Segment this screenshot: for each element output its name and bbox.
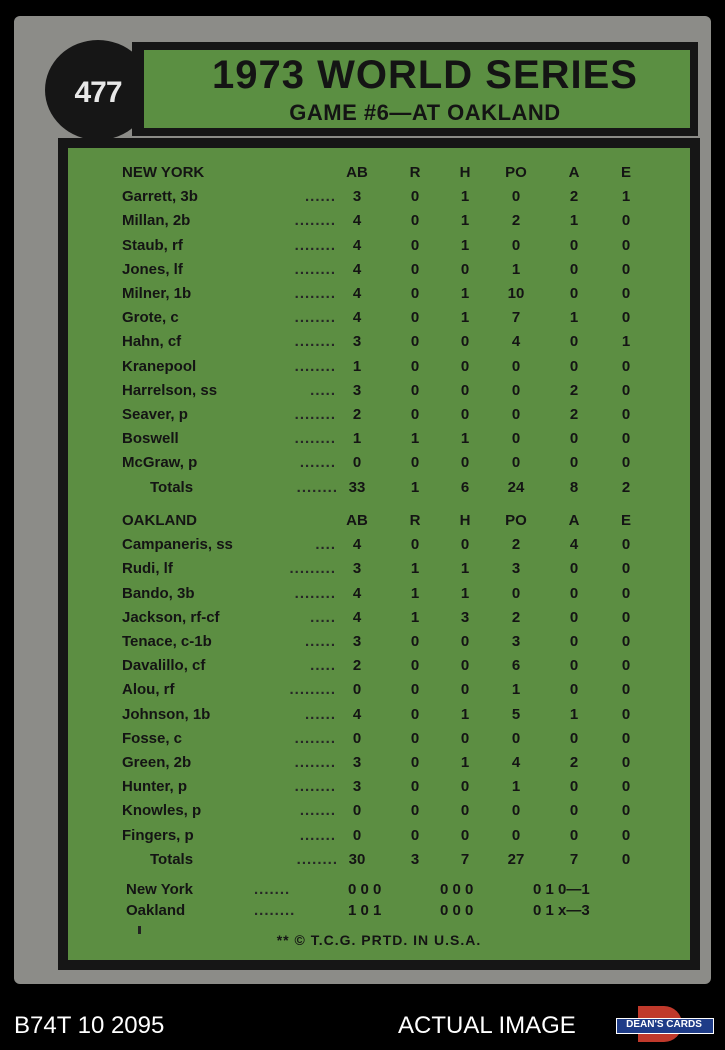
stat-e: 0 bbox=[621, 406, 631, 423]
column-header-ab: AB bbox=[346, 164, 368, 181]
player-row bbox=[68, 654, 690, 678]
player-name: Knowles, p bbox=[122, 802, 202, 820]
stat-h: 0 bbox=[460, 681, 470, 699]
stat-ab: 4 bbox=[352, 236, 362, 254]
stat-po: 0 bbox=[511, 729, 521, 747]
column-header-po: PO bbox=[505, 164, 527, 181]
column-header-e: E bbox=[620, 164, 631, 181]
total-ab: 30 bbox=[348, 850, 366, 868]
leader-dots: ........ bbox=[294, 729, 336, 747]
stat-ab: 0 bbox=[352, 802, 362, 820]
player-row bbox=[68, 582, 690, 606]
stat-po: 0 bbox=[511, 584, 521, 602]
stat-a: 2 bbox=[569, 754, 579, 771]
leader-dots: ......... bbox=[289, 560, 336, 578]
stat-ab: 3 bbox=[352, 381, 362, 399]
totals-label: Totals bbox=[150, 478, 194, 496]
stat-a: 2 bbox=[569, 381, 579, 399]
stat-ab: 4 bbox=[352, 705, 362, 723]
stat-a: 1 bbox=[569, 212, 579, 230]
stat-po: 10 bbox=[507, 285, 525, 302]
leader-dots: ........ bbox=[294, 584, 336, 602]
player-row bbox=[68, 533, 690, 557]
leader-dots: ..... bbox=[310, 381, 336, 399]
stat-ab: 3 bbox=[352, 188, 362, 206]
stat-a: 0 bbox=[569, 778, 579, 796]
stat-a: 0 bbox=[569, 357, 579, 375]
stat-e: 0 bbox=[621, 826, 631, 844]
player-name: Kranepool bbox=[122, 357, 197, 375]
stat-a: 0 bbox=[569, 633, 579, 650]
team-name: OAKLAND bbox=[122, 512, 197, 529]
stat-po: 0 bbox=[511, 357, 521, 375]
stat-ab: 2 bbox=[352, 657, 362, 675]
player-row bbox=[68, 306, 690, 330]
deans-cards-logo bbox=[616, 1006, 712, 1042]
stat-h: 1 bbox=[460, 754, 470, 771]
oakland-header-row bbox=[68, 509, 690, 533]
stat-ab: 0 bbox=[352, 454, 362, 472]
stat-r: 0 bbox=[410, 188, 420, 206]
leader-dots: ...... bbox=[304, 633, 336, 650]
card-blemish bbox=[138, 926, 141, 934]
stat-po: 3 bbox=[511, 633, 521, 650]
leader-dots: ....... bbox=[254, 881, 291, 898]
stat-po: 2 bbox=[511, 608, 521, 626]
stat-po: 1 bbox=[511, 260, 521, 278]
stat-ab: 1 bbox=[352, 357, 362, 375]
stat-r: 0 bbox=[410, 536, 420, 554]
stat-h: 0 bbox=[460, 826, 470, 844]
team-name: NEW YORK bbox=[122, 164, 205, 181]
stat-r: 1 bbox=[410, 608, 420, 626]
stat-po: 0 bbox=[511, 802, 521, 820]
player-row bbox=[68, 703, 690, 727]
inventory-id: B74T 10 2095 bbox=[14, 1012, 165, 1039]
box-score-panel bbox=[58, 138, 700, 970]
stat-po: 0 bbox=[511, 430, 521, 448]
stat-a: 2 bbox=[569, 406, 579, 423]
stat-po: 1 bbox=[511, 778, 521, 796]
leader-dots: ........ bbox=[294, 406, 336, 423]
leader-dots: ....... bbox=[299, 826, 336, 844]
leader-dots: ..... bbox=[310, 657, 336, 675]
column-header-h: H bbox=[459, 164, 471, 181]
player-name: Davalillo, cf bbox=[122, 657, 206, 675]
stat-po: 4 bbox=[511, 333, 521, 351]
stat-po: 7 bbox=[511, 309, 521, 327]
stat-r: 0 bbox=[410, 285, 420, 302]
stat-r: 1 bbox=[410, 560, 420, 578]
stat-ab: 4 bbox=[352, 212, 362, 230]
player-row bbox=[68, 775, 690, 799]
stat-h: 0 bbox=[460, 633, 470, 650]
stat-a: 0 bbox=[569, 260, 579, 278]
stat-h: 1 bbox=[460, 584, 470, 602]
leader-dots: ......... bbox=[289, 681, 336, 699]
stat-ab: 4 bbox=[352, 608, 362, 626]
innings-4-6: 0 0 0 bbox=[440, 881, 474, 898]
innings-1-3: 0 0 0 bbox=[348, 881, 382, 898]
player-name: McGraw, p bbox=[122, 454, 198, 472]
stat-e: 0 bbox=[621, 260, 631, 278]
player-row bbox=[68, 678, 690, 702]
player-row bbox=[68, 258, 690, 282]
stat-r: 0 bbox=[410, 729, 420, 747]
total-po: 27 bbox=[507, 850, 525, 868]
stat-e: 0 bbox=[621, 309, 631, 327]
stat-e: 0 bbox=[621, 560, 631, 578]
column-header-po: PO bbox=[505, 512, 527, 529]
stat-po: 4 bbox=[511, 754, 521, 771]
stat-h: 0 bbox=[460, 729, 470, 747]
card-number: 477 bbox=[74, 76, 122, 109]
stat-a: 0 bbox=[569, 333, 579, 351]
stat-e: 0 bbox=[621, 212, 631, 230]
stat-po: 0 bbox=[511, 236, 521, 254]
stat-po: 6 bbox=[511, 657, 521, 675]
total-h: 7 bbox=[460, 850, 470, 868]
stat-po: 2 bbox=[511, 536, 521, 554]
stat-h: 0 bbox=[460, 657, 470, 675]
stat-ab: 3 bbox=[352, 560, 362, 578]
total-r: 3 bbox=[410, 850, 420, 868]
stat-e: 0 bbox=[621, 729, 631, 747]
stat-po: 0 bbox=[511, 454, 521, 472]
stat-e: 1 bbox=[621, 188, 631, 206]
player-name: Staub, rf bbox=[122, 236, 183, 254]
player-name: Harrelson, ss bbox=[122, 381, 218, 399]
player-name: Jackson, rf-cf bbox=[122, 608, 220, 626]
stat-h: 0 bbox=[460, 333, 470, 351]
stat-e: 0 bbox=[621, 454, 631, 472]
stat-po: 1 bbox=[511, 681, 521, 699]
player-row bbox=[68, 751, 690, 775]
player-row bbox=[68, 451, 690, 475]
stat-ab: 3 bbox=[352, 333, 362, 351]
player-name: Hahn, cf bbox=[122, 333, 182, 351]
card-subtitle: GAME #6—AT OAKLAND bbox=[289, 100, 561, 125]
leader-dots: .... bbox=[315, 536, 336, 554]
column-header-r: R bbox=[409, 512, 421, 529]
logo-text: DEAN'S CARDS bbox=[626, 1019, 702, 1030]
stat-ab: 4 bbox=[352, 584, 362, 602]
stat-po: 0 bbox=[511, 406, 521, 423]
stat-e: 0 bbox=[621, 381, 631, 399]
player-row bbox=[68, 282, 690, 306]
stat-h: 3 bbox=[460, 608, 470, 626]
stat-e: 0 bbox=[621, 633, 631, 650]
stat-a: 0 bbox=[569, 560, 579, 578]
leader-dots: ...... bbox=[304, 188, 336, 206]
stat-a: 0 bbox=[569, 802, 579, 820]
stat-h: 1 bbox=[460, 212, 470, 230]
totals-row bbox=[68, 476, 690, 500]
stat-e: 1 bbox=[621, 333, 631, 351]
stat-r: 0 bbox=[410, 333, 420, 351]
player-row bbox=[68, 234, 690, 258]
player-name: Johnson, 1b bbox=[122, 705, 211, 723]
stat-po: 0 bbox=[511, 381, 521, 399]
stat-r: 1 bbox=[410, 584, 420, 602]
stat-e: 0 bbox=[621, 430, 631, 448]
stat-r: 0 bbox=[410, 705, 420, 723]
stat-ab: 4 bbox=[352, 536, 362, 554]
total-e: 0 bbox=[621, 850, 631, 868]
player-name: Fingers, p bbox=[122, 826, 194, 844]
player-row bbox=[68, 379, 690, 403]
stat-h: 0 bbox=[460, 357, 470, 375]
total-a: 7 bbox=[569, 850, 579, 868]
player-row bbox=[68, 185, 690, 209]
stat-ab: 4 bbox=[352, 285, 362, 302]
total-r: 1 bbox=[410, 478, 420, 496]
player-name: Jones, lf bbox=[122, 260, 183, 278]
stat-ab: 0 bbox=[352, 729, 362, 747]
player-row bbox=[68, 330, 690, 354]
stat-h: 0 bbox=[460, 406, 470, 423]
stat-ab: 0 bbox=[352, 826, 362, 844]
line-score-team: Oakland bbox=[126, 902, 186, 919]
stat-r: 0 bbox=[410, 802, 420, 820]
stat-po: 3 bbox=[511, 560, 521, 578]
player-row bbox=[68, 824, 690, 848]
stat-a: 1 bbox=[569, 309, 579, 327]
new-york-header-row bbox=[68, 161, 690, 185]
innings-7-9: 0 1 0—1 bbox=[533, 881, 590, 898]
stat-r: 1 bbox=[410, 430, 420, 448]
total-e: 2 bbox=[621, 478, 631, 496]
player-name: Green, 2b bbox=[122, 754, 192, 771]
leader-dots: ....... bbox=[299, 454, 336, 472]
column-header-e: E bbox=[620, 512, 631, 529]
box-score-field bbox=[68, 148, 690, 960]
player-row bbox=[68, 355, 690, 379]
player-name: Millan, 2b bbox=[122, 212, 191, 230]
innings-7-9: 0 1 x—3 bbox=[533, 902, 590, 919]
stat-a: 0 bbox=[569, 285, 579, 302]
player-row bbox=[68, 727, 690, 751]
stat-ab: 0 bbox=[352, 681, 362, 699]
stat-r: 0 bbox=[410, 212, 420, 230]
totals-label: Totals bbox=[150, 850, 194, 868]
stat-ab: 3 bbox=[352, 754, 362, 771]
totals-row bbox=[68, 848, 690, 872]
stat-r: 0 bbox=[410, 778, 420, 796]
leader-dots: ....... bbox=[299, 802, 336, 820]
player-name: Rudi, lf bbox=[122, 560, 173, 578]
stat-r: 0 bbox=[410, 657, 420, 675]
stat-po: 0 bbox=[511, 826, 521, 844]
leader-dots: ..... bbox=[310, 608, 336, 626]
stat-e: 0 bbox=[621, 778, 631, 796]
leader-dots: ........ bbox=[294, 212, 336, 230]
total-po: 24 bbox=[507, 478, 525, 496]
stat-e: 0 bbox=[621, 754, 631, 771]
player-name: Fosse, c bbox=[122, 729, 183, 747]
leader-dots: ........ bbox=[294, 236, 336, 254]
stat-ab: 3 bbox=[352, 778, 362, 796]
line-score-row bbox=[68, 899, 690, 923]
stat-e: 0 bbox=[621, 681, 631, 699]
stat-h: 0 bbox=[460, 778, 470, 796]
stat-e: 0 bbox=[621, 584, 631, 602]
stat-a: 0 bbox=[569, 454, 579, 472]
stat-r: 0 bbox=[410, 357, 420, 375]
leader-dots: ........ bbox=[296, 850, 338, 868]
player-row bbox=[68, 799, 690, 823]
card-title: 1973 WORLD SERIES bbox=[211, 53, 638, 97]
stat-e: 0 bbox=[621, 536, 631, 554]
stat-h: 1 bbox=[460, 705, 470, 723]
player-name: Campaneris, ss bbox=[122, 536, 233, 554]
stat-e: 0 bbox=[621, 705, 631, 723]
stat-po: 0 bbox=[511, 188, 521, 206]
stat-r: 0 bbox=[410, 633, 420, 650]
stat-po: 5 bbox=[511, 705, 521, 723]
leader-dots: ........ bbox=[294, 333, 336, 351]
stat-e: 0 bbox=[621, 802, 631, 820]
player-row bbox=[68, 403, 690, 427]
stat-po: 2 bbox=[511, 212, 521, 230]
player-row bbox=[68, 606, 690, 630]
stat-h: 0 bbox=[460, 802, 470, 820]
column-header-h: H bbox=[459, 512, 471, 529]
stat-ab: 2 bbox=[352, 406, 362, 423]
stat-r: 0 bbox=[410, 236, 420, 254]
player-row bbox=[68, 630, 690, 654]
player-name: Bando, 3b bbox=[122, 584, 195, 602]
stat-a: 0 bbox=[569, 729, 579, 747]
copyright-line: ** © T.C.G. PRTD. IN U.S.A. bbox=[276, 932, 482, 948]
stat-a: 0 bbox=[569, 430, 579, 448]
stat-r: 0 bbox=[410, 406, 420, 423]
player-row bbox=[68, 209, 690, 233]
leader-dots: ........ bbox=[294, 754, 336, 771]
leader-dots: ........ bbox=[294, 778, 336, 796]
stat-r: 0 bbox=[410, 260, 420, 278]
stat-h: 1 bbox=[460, 188, 470, 206]
stat-ab: 3 bbox=[352, 633, 362, 650]
stat-h: 0 bbox=[460, 381, 470, 399]
stat-h: 0 bbox=[460, 454, 470, 472]
player-name: Alou, rf bbox=[122, 681, 175, 699]
total-a: 8 bbox=[569, 478, 579, 496]
column-header-ab: AB bbox=[346, 512, 368, 529]
stat-r: 0 bbox=[410, 309, 420, 327]
stat-h: 1 bbox=[460, 560, 470, 578]
stat-r: 0 bbox=[410, 454, 420, 472]
stat-a: 2 bbox=[569, 188, 579, 206]
stat-ab: 4 bbox=[352, 260, 362, 278]
stat-h: 0 bbox=[460, 260, 470, 278]
stat-h: 1 bbox=[460, 430, 470, 448]
player-name: Tenace, c-1b bbox=[122, 633, 212, 650]
stat-a: 0 bbox=[569, 681, 579, 699]
stat-e: 0 bbox=[621, 357, 631, 375]
innings-4-6: 0 0 0 bbox=[440, 902, 474, 919]
player-name: Garrett, 3b bbox=[122, 188, 198, 206]
stat-h: 1 bbox=[460, 236, 470, 254]
player-name: Milner, 1b bbox=[122, 285, 192, 302]
stat-a: 0 bbox=[569, 608, 579, 626]
stat-h: 1 bbox=[460, 285, 470, 302]
total-h: 6 bbox=[460, 478, 470, 496]
stat-e: 0 bbox=[621, 236, 631, 254]
leader-dots: ........ bbox=[294, 309, 336, 327]
leader-dots: ........ bbox=[294, 357, 336, 375]
leader-dots: ........ bbox=[294, 260, 336, 278]
stat-r: 0 bbox=[410, 826, 420, 844]
stat-h: 0 bbox=[460, 536, 470, 554]
stat-e: 0 bbox=[621, 657, 631, 675]
player-row bbox=[68, 557, 690, 581]
stat-a: 4 bbox=[569, 536, 579, 554]
stat-r: 0 bbox=[410, 681, 420, 699]
column-header-r: R bbox=[409, 164, 421, 181]
innings-1-3: 1 0 1 bbox=[348, 902, 382, 919]
stat-a: 0 bbox=[569, 826, 579, 844]
leader-dots: ........ bbox=[296, 478, 338, 496]
actual-image-label: ACTUAL IMAGE bbox=[398, 1012, 576, 1039]
stat-a: 0 bbox=[569, 584, 579, 602]
leader-dots: ........ bbox=[294, 285, 336, 302]
stat-a: 0 bbox=[569, 657, 579, 675]
stat-a: 1 bbox=[569, 705, 579, 723]
leader-dots: ........ bbox=[254, 902, 296, 919]
column-header-a: A bbox=[568, 164, 580, 181]
leader-dots: ...... bbox=[304, 705, 336, 723]
player-name: Grote, c bbox=[122, 309, 179, 327]
player-name: Boswell bbox=[122, 430, 179, 448]
stat-a: 0 bbox=[569, 236, 579, 254]
player-name: Hunter, p bbox=[122, 778, 188, 796]
stat-ab: 1 bbox=[352, 430, 362, 448]
stat-r: 0 bbox=[410, 381, 420, 399]
stat-e: 0 bbox=[621, 608, 631, 626]
stat-h: 1 bbox=[460, 309, 470, 327]
column-header-a: A bbox=[568, 512, 580, 529]
line-score-team: New York bbox=[126, 881, 193, 898]
stat-ab: 4 bbox=[352, 309, 362, 327]
total-ab: 33 bbox=[348, 478, 366, 496]
player-row bbox=[68, 427, 690, 451]
stat-r: 0 bbox=[410, 754, 420, 771]
stat-e: 0 bbox=[621, 285, 631, 302]
player-name: Seaver, p bbox=[122, 406, 188, 423]
leader-dots: ........ bbox=[294, 430, 336, 448]
